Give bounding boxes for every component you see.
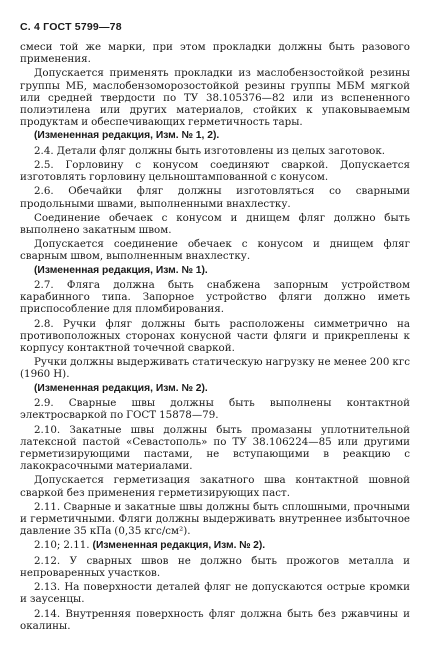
- amendment-note: (Измененная редакция, Изм. № 2).: [34, 382, 208, 394]
- paragraph: 2.6. Обечайки фляг должны изготовляться со сварными продольными швами, выполненными внахлестку.: [20, 185, 410, 210]
- amendment-note: (Измененная редакция, Изм. № 1).: [34, 264, 208, 276]
- paragraph: Допускается применять прокладки из маслобензостойкой резины группы МБ, маслобензоморозостойкой резины группы МБМ мягкой или средней твердости по ТУ 38.105376—82 или из вспененного полиэтилена или других материалов, стойких к упаковываемым продуктам и обеспечивающих герметичность тары.: [20, 67, 410, 129]
- paragraph: Допускается герметизация закатного шва контактной шовной сваркой без применения герметизирующих паст.: [20, 474, 410, 499]
- amendment-note: (Измененная редакция, Изм. № 2).: [92, 540, 266, 552]
- paragraph: 2.8. Ручки фляг должны быть расположены симметрично на противоположных сторонах конусной части фляги и прикреплены к корпусу контактной точечной сваркой.: [20, 317, 410, 355]
- paragraph: Допускается соединение обечаек с конусом и днищем фляг сварным швом, выполненным внахлестку.: [20, 238, 410, 263]
- paragraph: смеси той же марки, при этом прокладки должны быть разового применения.: [20, 41, 410, 66]
- paragraph: 2.7. Фляга должна быть снабжена запорным устройством карабинного типа. Запорное устройство фляги должно иметь приспособление для пломбирования.: [20, 279, 410, 316]
- body-text: [20, 41, 410, 632]
- clause-refs: 2.10; 2.11.: [34, 539, 93, 552]
- amendment-note: (Измененная редакция, Изм. № 1, 2).: [34, 130, 220, 142]
- paragraph: 2.14. Внутренняя поверхность фляг должна быть без ржавчины и окалины.: [20, 607, 410, 632]
- paragraph: Соединение обечаек с конусом и днищем фляг должно быть выполнено закатным швом.: [20, 211, 410, 237]
- paragraph: 2.9. Сварные швы должны быть выполнены контактной электросваркой по ГОСТ 15878—79.: [20, 397, 410, 422]
- amendment-line: [20, 539, 410, 552]
- paragraph: 2.12. У сварных швов не должно быть прожогов металла и непроваренных участков.: [20, 554, 410, 579]
- paragraph: 2.4. Детали фляг должны быть изготовлены из целых заготовок.: [34, 144, 386, 157]
- paragraph: 2.10. Закатные швы должны быть промазаны уплотнительной латексной пастой «Севастополь» по ТУ 38.106224—85 или другими герметизирующими пастами, не вступающими в реакцию с лакокрасочными материалами.: [20, 423, 410, 473]
- paragraph: Ручки должны выдерживать статическую нагрузку не менее 200 кгс (1960 Н).: [20, 356, 410, 381]
- paragraph: 2.5. Горловину с конусом соединяют сваркой. Допускается изготовлять горловину цельноштампованной с конусом.: [20, 159, 410, 184]
- paragraph: 2.13. На поверхности деталей фляг не допускаются острые кромки и заусенцы.: [20, 581, 410, 606]
- page-header: С. 4 ГОСТ 5799—78: [20, 21, 122, 33]
- paragraph: 2.11. Сварные и закатные швы должны быть сплошными, прочными и герметичными. Фляги должны выдерживать внутреннее избыточное давление 35 кПа (0,35 кгс/см²).: [20, 500, 410, 538]
